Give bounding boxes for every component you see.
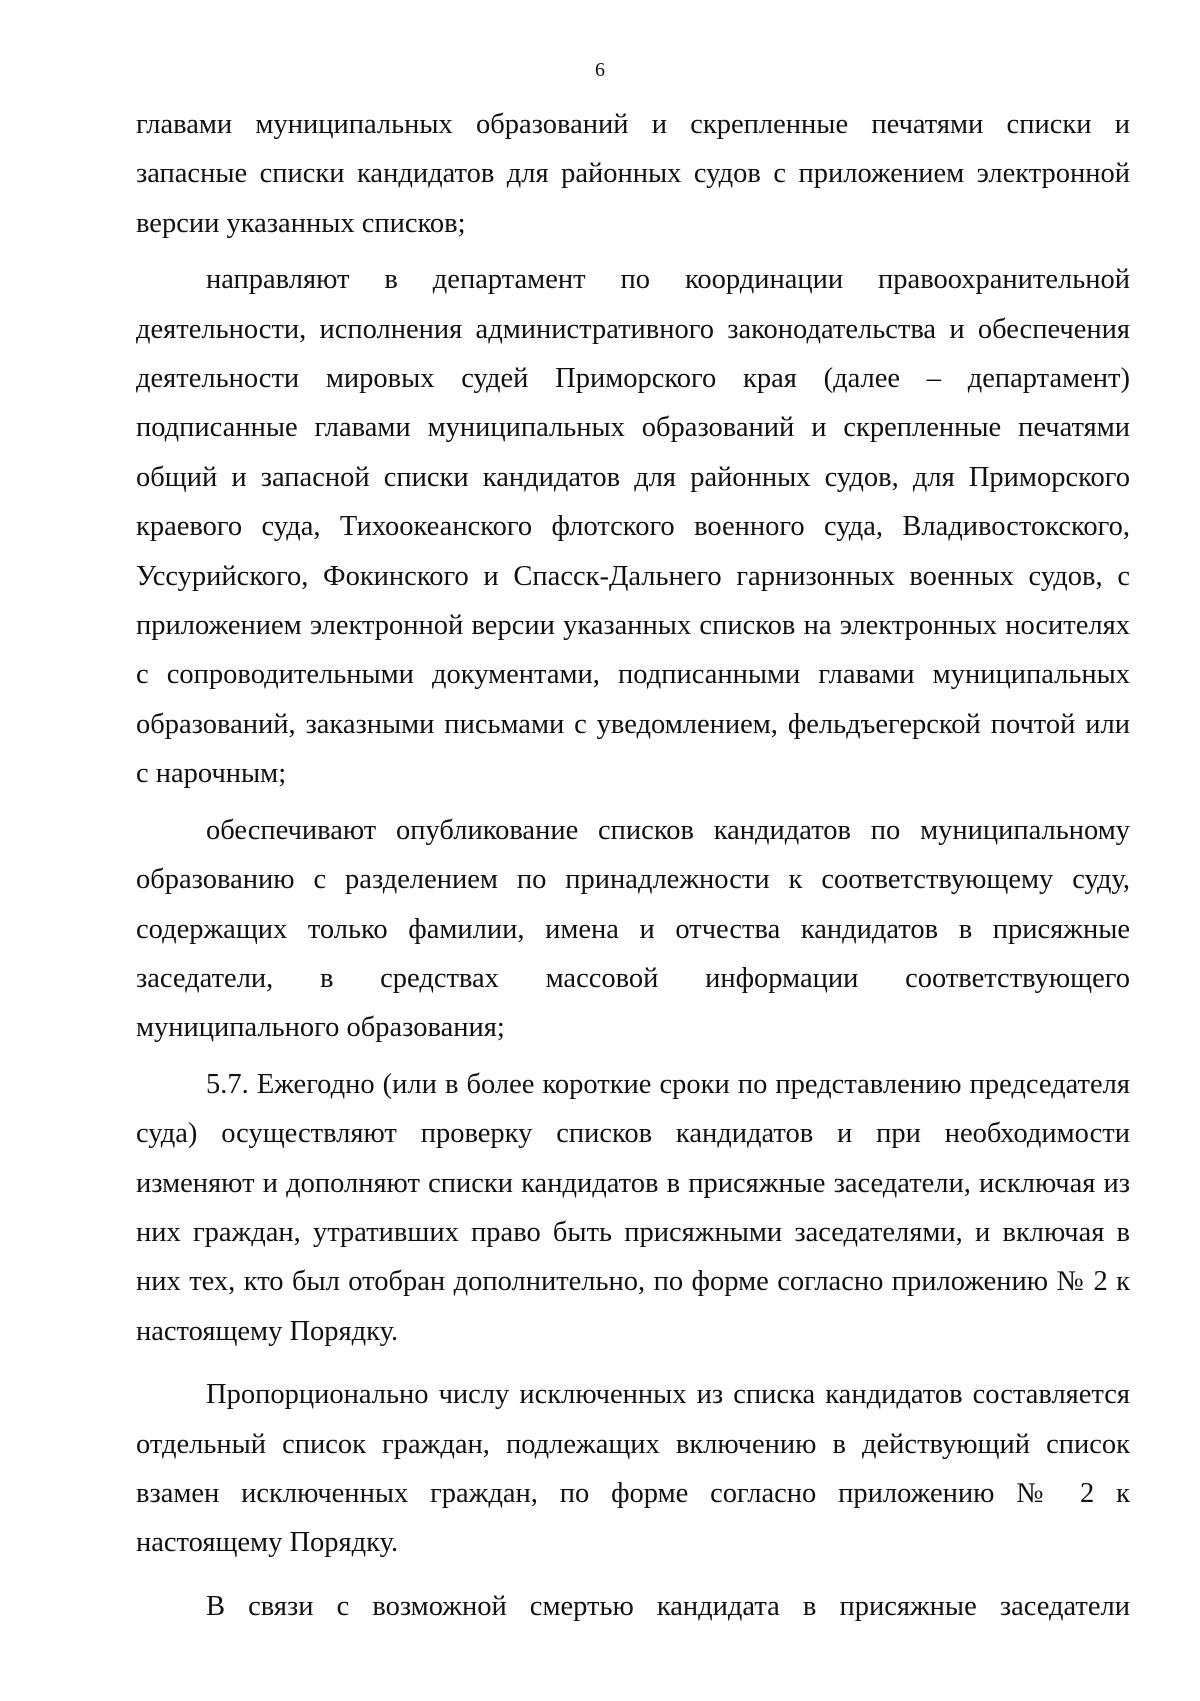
paragraph-continuation: главами муниципальных образований и скрепленные печатями списки и запасные списки кандидатов для районных судов с приложением электронной версии указанных списков; (136, 109, 1130, 239)
paragraph-annual-check: 5.7. Ежегодно (или в более короткие сроки по представлению председателя суда) осуществляют проверку списков кандидатов и при необходимости изменяют и дополняют списки кандидатов в присяжные заседатели, исключая из них граждан, утративших право быть присяжными заседателями, и включая в них тех, кто был отобран дополнительно, по форме согласно приложению № 2 к настоящему Порядку. (136, 1068, 1130, 1347)
page-number: 6 (595, 59, 605, 81)
paragraph-direct-lists: направляют в департамент по координации правоохранительной деятельности, исполнения административного законодательства и обеспечения деятельности мировых судей Приморского края (далее – департамент) подписанные главами муниципальных образований и скрепленные печатями общий и запасной списки кандидатов для районных судов, для Приморского краевого суда, Тихоокеанского флотского военного суда, Владивостокского, Уссурийского, Фокинского и Спасск-Дальнего гарнизонных военных судов, с приложением электронной версии указанных списков на электронных носителях с сопроводительными документами, подписанными главами муниципальных образований, заказными письмами с уведомлением, фельдъегерской почтой или с нарочным; (136, 264, 1130, 790)
document-body (136, 100, 1130, 1631)
paragraph-candidate-death: В связи с возможной смертью кандидата в присяжные заседатели (206, 1590, 1130, 1622)
paragraph-publication: обеспечивают опубликование списков кандидатов по муниципальному образованию с разделением по принадлежности к соответствующему суду, содержащих только фамилии, имена и отчества кандидатов в присяжные заседатели, в средствах массовой информации соответствующего муниципального образования; (136, 814, 1130, 1044)
paragraph-replacement-list: Пропорционально числу исключенных из списка кандидатов составляется отдельный список граждан, подлежащих включению в действующий список взамен исключенных граждан, по форме согласно приложению № 2 к настоящему Порядку. (136, 1379, 1130, 1559)
